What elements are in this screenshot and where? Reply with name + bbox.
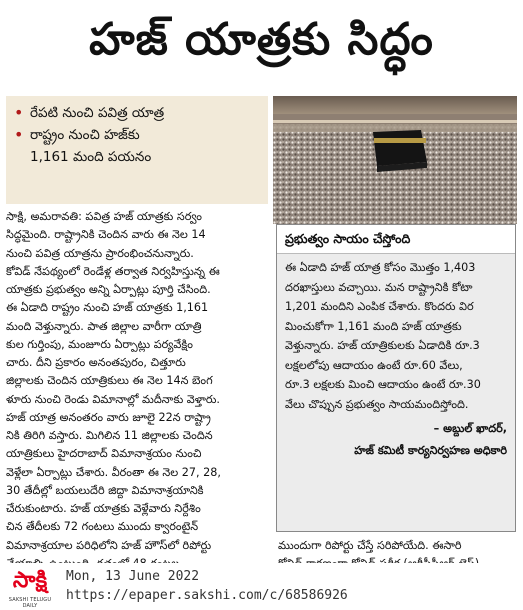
article-line: హజ్ యాత్ర అనంతరం వారు జూలై 22న రాష్ట్రా (6, 410, 211, 424)
sidebar-line: మించుకోగా 1,161 మంది హజ్ యాత్రకు (285, 319, 462, 333)
article-line: ళూరు నుంచి రెండు విమానాల్లో మదీనాకు వెళ్తారు. (6, 392, 220, 406)
article-line: మంది వెళ్తున్నారు. పాత జిల్లాల వారీగా యాత్రి (6, 319, 202, 333)
article-line: ముందుగా రిపోర్టు చేస్తే సరిపోయేది. ఈసారి (278, 539, 462, 552)
article-line: సిద్ధమైంది. రాష్ట్రానికి చెందిన వారు ఈ నెల 14 (6, 228, 206, 242)
article-line: చిన తేదీలకు 72 గంటలు ముందు క్వారంటైన్ (6, 520, 199, 534)
article-line: ఈ ఏడాది రాష్ట్రం నుంచి హజ్ యాత్రకు 1,161 (6, 301, 209, 315)
sidebar-box-heading: ప్రభుత్వం సాయం చేస్తోంది (277, 225, 515, 254)
article-line: నికి తిరిగి వస్తారు. మిగిలిన 11 జిల్లాలకు చెందిన (6, 429, 213, 442)
article-line: చారు. దీని ప్రకారం అనంతపురం, చిత్తూరు (6, 356, 186, 369)
bullet-icon: • (14, 103, 24, 122)
article-line: యాత్రికులు హైదరాబాద్ విమానాశ్రయం నుంచి (6, 447, 202, 461)
article-body-right (278, 537, 516, 565)
sakshi-logo[interactable] (4, 565, 56, 607)
logo-text: సాక్షి (12, 568, 48, 593)
highlight-text: రేపటి నుంచి పవిత్ర యాత్ర (30, 105, 165, 121)
sidebar-box-body (277, 254, 515, 418)
article-line: కోవిడ్ నేపథ్యంలో రెండేళ్ల తర్వాత నిర్వహిస్తున్న ఈ (6, 264, 220, 278)
edition-date: Mon, 13 June 2022 (66, 569, 200, 584)
article-line: వెళ్లేలా ఏర్పాట్లు చేశారు. వీరంతా ఈ నెల 27, 28, (6, 465, 221, 479)
article-line: నుంచి పవిత్ర యాత్రను ప్రారంభించనున్నారు. (6, 246, 194, 260)
highlight-text: రాష్ట్రం నుంచి హజ్‌కు (30, 127, 140, 143)
quote-attribution-name: – అబ్దుల్ ఖాదర్, (433, 422, 507, 435)
quote-attribution-title: హజ్ కమిటీ కార్యనిర్వహణ అధికారి (354, 444, 507, 457)
highlights-box (6, 96, 268, 204)
article-line: యాత్రకు ప్రభుత్వం అన్ని ఏర్పాట్లు పూర్తి చేసింది. (6, 283, 211, 296)
highlight-item (14, 102, 260, 124)
highlight-item (14, 124, 260, 146)
sidebar-line: వెళ్తున్నారు. హజ్ యాత్రికులకు ఏడాదికి రూ.3 (285, 339, 480, 352)
kaaba-photo-graphic (273, 96, 517, 224)
kaaba (373, 130, 427, 172)
article-line: చేరుకుంటారు. హజ్ యాత్రకు వెళ్లేవారు నిర్దేశిం (6, 502, 201, 515)
article-body-left (6, 208, 268, 563)
sidebar-line: ఈ ఏడాది హజ్ యాత్ర కోసం మొత్తం 1,403 (285, 261, 476, 274)
sidebar-line: వేలు చొప్పున ప్రభుత్వం సాయమందిస్తోంది. (285, 397, 469, 411)
article-line: విమానాశ్రయాల పరిధిలోని హజ్ హౌస్‌లో రిపోర్టు (6, 538, 212, 552)
sidebar-box (276, 224, 516, 532)
sidebar-line: రూ.3 లక్షలకు మించి ఆదాయం ఉంటే రూ.30 (285, 378, 481, 391)
sidebar-line: దరఖాస్తులు వచ్చాయి. మన రాష్ట్రానికి కోటా (285, 280, 473, 294)
sidebar-line: 1,201 మందిని ఎంపిక చేశారు. కొందరు విర (285, 300, 474, 313)
sidebar-line: లక్షలలోపు ఆదాయం ఉంటే రూ.60 వేలు, (285, 358, 463, 372)
article-line: జిల్లాలకు చెందిన యాత్రికులు ఈ నెల 14న బెంగ (6, 374, 213, 388)
epaper-link[interactable]: https://epaper.sakshi.com/c/68586926 (66, 588, 348, 603)
footer (0, 563, 523, 610)
article-line: సాక్షి, అమరావతి: పవిత్ర హజ్ యాత్రకు సర్వం (6, 210, 202, 223)
headline: హజ్ యాత్రకు సిద్ధం (89, 14, 434, 65)
article-line: కుల గుర్తింపు, మంజూరు ఏర్పాట్లు పర్యవేక్షిం (6, 337, 193, 351)
article-line: 30 తేదీల్లో బయలుదేరి జిద్దా విమానాశ్రయానికి (6, 483, 204, 497)
bullet-icon: • (14, 125, 24, 144)
highlight-text-continued: 1,161 మంది పయనం (30, 149, 152, 165)
kaaba-photo (273, 96, 517, 224)
logo-subtitle: SAKSHI TELUGU DAILY (8, 597, 52, 609)
